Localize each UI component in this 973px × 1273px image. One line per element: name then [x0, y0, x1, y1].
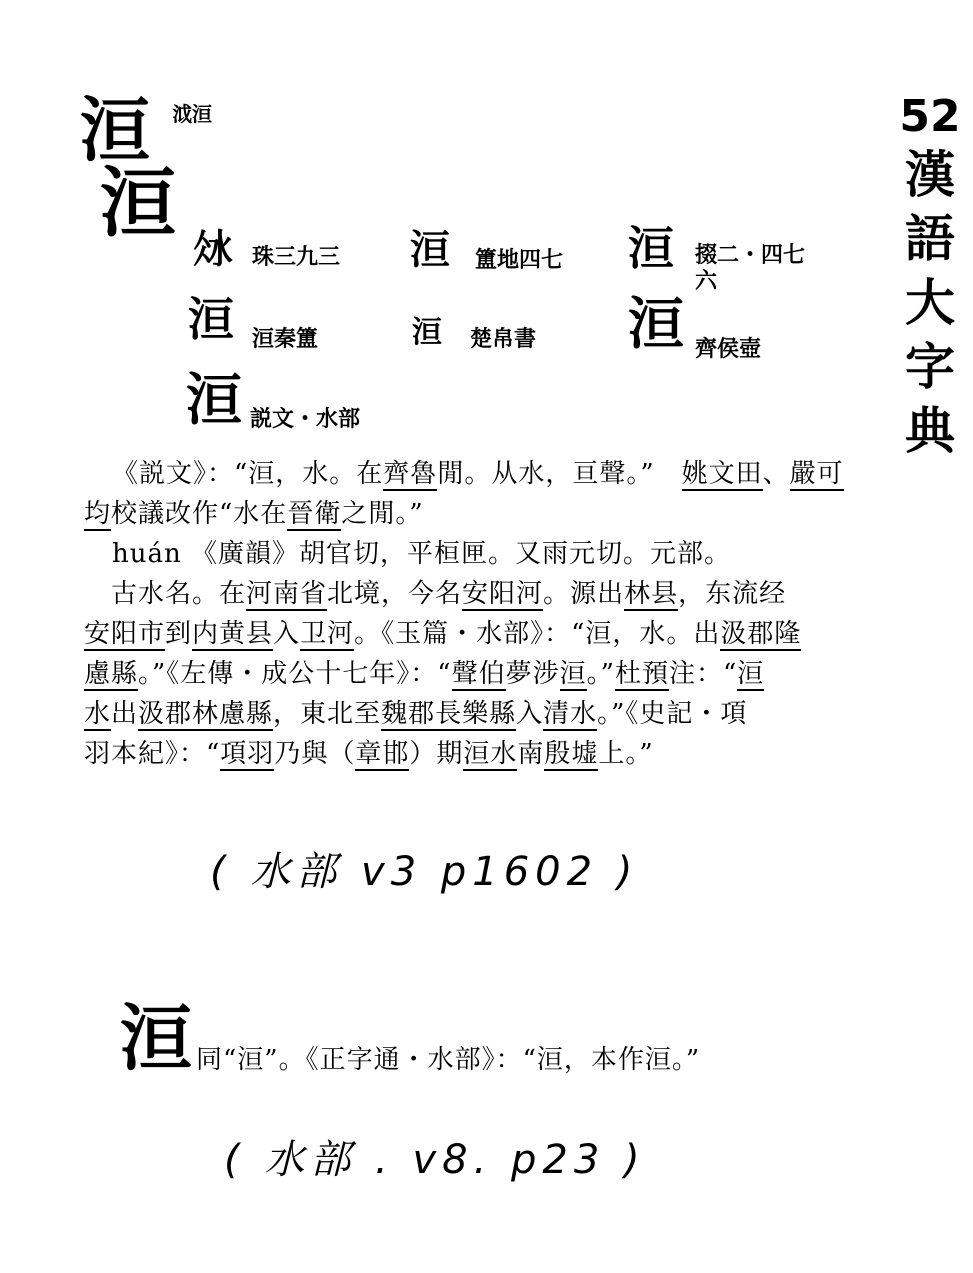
- text-segment: huán 《廣韻》胡官切，平桓匣。又雨元切。元部。: [112, 539, 732, 569]
- underlined-name: 聲伯: [451, 659, 506, 689]
- text-line: [84, 694, 874, 734]
- ancient-form-glyph: 𣲝: [193, 226, 233, 273]
- text-line: [84, 734, 874, 774]
- text-segment: 南: [517, 739, 545, 769]
- underlined-name: 安阳市: [84, 619, 166, 649]
- text-segment: 。”《史記・項: [597, 699, 748, 729]
- side-title-char: 漢: [905, 146, 955, 204]
- text-segment: 注：“: [668, 659, 738, 689]
- text-segment: 入: [516, 699, 544, 729]
- underlined-name: 内黄县: [192, 619, 274, 649]
- ancient-form-glyph: 洹: [410, 226, 450, 273]
- head-character: 洹: [100, 158, 176, 247]
- ancient-form-glyph: 洹: [186, 367, 242, 433]
- ancient-form-source: 掇二・四七: [695, 242, 806, 268]
- side-title-char: 語: [905, 210, 955, 268]
- text-segment: 上。”: [598, 739, 654, 769]
- ancient-form-source: 説文・水部: [250, 406, 361, 432]
- head-character-variant: 洹: [120, 995, 193, 1080]
- text-segment: 《説文》：“洹，水。在: [112, 459, 384, 489]
- ancient-form-source-cont: 六: [695, 268, 718, 294]
- underlined-name: 卫河: [300, 619, 355, 649]
- underlined-name: 河南省: [246, 579, 328, 609]
- text-line: [84, 574, 874, 614]
- underlined-name: 洹水: [463, 739, 518, 769]
- underlined-name: 洹: [559, 659, 587, 689]
- text-segment: 古水名。在: [84, 579, 247, 609]
- text-segment: 。”: [586, 659, 615, 689]
- variant-label: 泧洹: [172, 102, 212, 126]
- handwritten-note: ( 水部 . v8. p23 ): [224, 1137, 646, 1183]
- underlined-name: 姚文田: [681, 459, 763, 489]
- text-segment: 校議改作“水在: [111, 499, 288, 529]
- side-title: [898, 146, 962, 470]
- ancient-form-glyph: 洹: [628, 291, 684, 357]
- text-segment: 到: [165, 619, 193, 649]
- variant-definition: 同“洹”。《正字通・水部》：“洹，本作洹。”: [196, 1045, 701, 1075]
- side-title-char: 大: [905, 274, 955, 332]
- underlined-name: 林县: [624, 579, 679, 609]
- text-segment: 。源出: [543, 579, 625, 609]
- underlined-name: 晉衛: [287, 499, 342, 529]
- underlined-name: 汲郡隆: [720, 619, 802, 649]
- side-title-char: 典: [905, 402, 955, 460]
- handwritten-note: ( 水部 v3 p1602 ): [210, 849, 639, 895]
- side-title-char: 字: [905, 338, 955, 396]
- underlined-name: 殷墟: [544, 739, 599, 769]
- text-segment: 之閒。”: [341, 499, 424, 529]
- underlined-name: 安阳河: [462, 579, 544, 609]
- underlined-name: 慮縣: [84, 659, 139, 689]
- ancient-form-glyph: 洹: [628, 221, 674, 275]
- underlined-name: 齊魯: [383, 459, 438, 489]
- ancient-form-source: 珠三九三: [252, 244, 341, 270]
- text-segment: 北境，今名: [327, 579, 463, 609]
- underlined-name: 杜預: [614, 659, 669, 689]
- underlined-name: 清水: [543, 699, 598, 729]
- text-segment: 閒。从水，亘聲。”: [437, 459, 682, 489]
- text-segment: 乃與（: [274, 739, 356, 769]
- ancient-form-source: 楚帛書: [470, 326, 537, 352]
- head-character-top: 洹: [80, 88, 150, 171]
- text-segment: 羽本紀》：“: [84, 739, 221, 769]
- text-segment: 入: [273, 619, 301, 649]
- text-line: [84, 494, 874, 534]
- ancient-form-source: 齊侯壺: [695, 336, 762, 362]
- text-line: [84, 614, 874, 654]
- text-segment: 。《玉篇・水部》：“洹，水。出: [354, 619, 721, 649]
- text-line: [84, 534, 874, 574]
- text-segment: 。”《左傳・成公十七年》：“: [138, 659, 452, 689]
- underlined-name: 洹: [737, 659, 765, 689]
- page-number: 52: [899, 91, 961, 142]
- underlined-name: 項羽: [220, 739, 275, 769]
- text-segment: 夢涉: [505, 659, 560, 689]
- text-line: [84, 454, 874, 494]
- text-line: [84, 654, 874, 694]
- text-segment: 、: [762, 459, 790, 489]
- text-segment: ，東北至: [273, 699, 382, 729]
- underlined-name: 嚴可: [789, 459, 844, 489]
- underlined-name: 均: [84, 499, 112, 529]
- underlined-name: 水: [84, 699, 112, 729]
- definition-text: [84, 454, 874, 774]
- ancient-form-glyph: 洹: [412, 315, 442, 350]
- underlined-name: 汲郡林慮縣: [138, 699, 274, 729]
- underlined-name: 魏郡長樂縣: [381, 699, 517, 729]
- underlined-name: 章邯: [355, 739, 410, 769]
- ancient-form-source: 洹秦簠: [252, 326, 319, 352]
- text-segment: ）期: [409, 739, 464, 769]
- ancient-form-glyph: 洹: [188, 292, 234, 346]
- ancient-form-source: 簠地四七: [475, 247, 564, 273]
- text-segment: ，东流经: [678, 579, 787, 609]
- text-segment: 出: [111, 699, 139, 729]
